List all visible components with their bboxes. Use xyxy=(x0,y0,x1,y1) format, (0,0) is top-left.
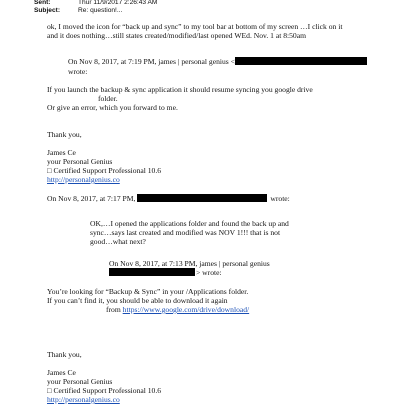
quote-header xyxy=(68,57,367,66)
body-line: OK,…I opened the applications folder and found the back up and xyxy=(90,219,289,228)
body-line: and it does nothing…still states created/modified/last opened WEd. Nov. 1 at 8:50am xyxy=(47,31,306,40)
signature-title: your Personal Genius xyxy=(47,377,113,386)
thanks-line: Thank you, xyxy=(47,130,82,139)
quote-header xyxy=(109,268,222,277)
body-line: folder. xyxy=(98,94,118,103)
sent-value: Thur 11/9/2017 2:26:43 AM xyxy=(78,0,158,6)
signature-link[interactable]: http://personalgenius.co xyxy=(47,395,120,404)
signature-cert: □ Certified Support Professional 10.6 xyxy=(47,166,162,175)
body-line: ok, I moved the icon for “back up and sync” to my tool bar at bottom of my screen …I click on it xyxy=(47,22,343,31)
quote-header-text: On Nov 8, 2017, at 7:13 PM, james | personal genius xyxy=(109,259,270,268)
quote-header-wrote: wrote: xyxy=(68,67,88,76)
signature-cert: □ Certified Support Professional 10.6 xyxy=(47,386,162,395)
sent-label: Sent: xyxy=(34,0,51,6)
body-line: good…what next? xyxy=(90,237,146,246)
thanks-line: Thank you, xyxy=(47,350,82,359)
quote-header-text: On Nov 8, 2017, at 7:17 PM, xyxy=(47,194,136,203)
body-line: Or give an error, which you forward to me. xyxy=(47,103,178,112)
quote-header xyxy=(47,194,290,203)
download-link[interactable]: https://www.google.com/drive/download/ xyxy=(122,305,250,314)
body-line: If you launch the backup & sync application it should resume syncing you google drive xyxy=(47,85,313,94)
subject-label: Subject: xyxy=(34,7,61,14)
quote-header-wrote: wrote: xyxy=(270,194,290,203)
body-line: You’re looking for “Backup & Sync” in your /Applications folder. xyxy=(47,287,249,296)
signature-name: James Ce xyxy=(47,148,76,157)
download-line xyxy=(106,305,249,314)
signature-name: James Ce xyxy=(47,368,76,377)
from-text: from xyxy=(106,305,121,314)
quote-header-wrote: > wrote: xyxy=(196,268,222,277)
signature-link[interactable]: http://personalgenius.co xyxy=(47,175,120,184)
quote-header-text: On Nov 8, 2017, at 7:19 PM, james | personal genius < xyxy=(68,57,235,66)
body-line: If you can’t find it, you should be able to download it again xyxy=(47,296,228,305)
signature-url[interactable] xyxy=(47,175,120,184)
redacted-email xyxy=(235,57,367,65)
body-line: sync…says last created and modified was NOV 1!!! that is not xyxy=(90,228,281,237)
subject-value: Re: question!... xyxy=(78,7,123,14)
redacted-email xyxy=(137,194,267,202)
redacted-email xyxy=(109,268,195,276)
signature-title: your Personal Genius xyxy=(47,157,113,166)
